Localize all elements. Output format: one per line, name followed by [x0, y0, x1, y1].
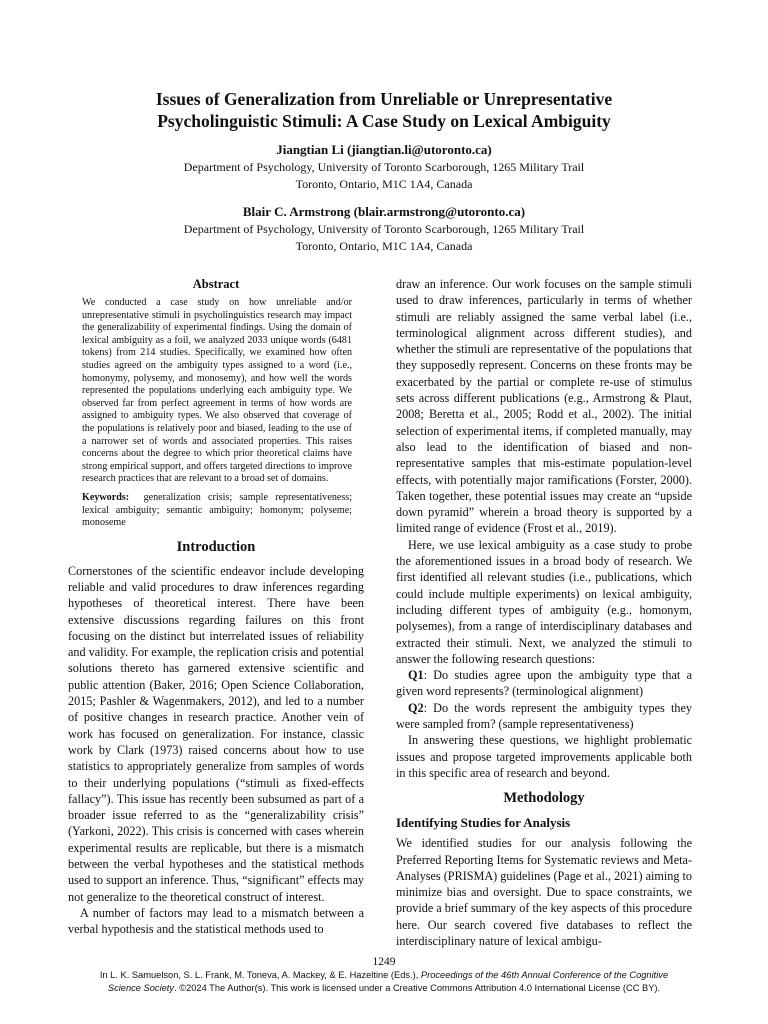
introduction-paragraph-4: In answering these questions, we highlight problematic issues and propose targeted improvements applicable both in this specific area of research and beyond. [396, 733, 692, 780]
author-affiliation-line: Toronto, Ontario, M1C 1A4, Canada [295, 177, 473, 191]
research-question-2 [396, 700, 692, 733]
keywords-label: Keywords: [82, 491, 130, 503]
footer-license: . ©2024 The Author(s). This work is licensed under a Creative Commons Attribution 4.0 International License (CC BY). [174, 983, 661, 993]
author-name: Blair C. Armstrong (blair.armstrong@utoronto.ca) [242, 204, 526, 219]
introduction-paragraph-1: Cornerstones of the scientific endeavor include developing reliable and valid procedures to draw inferences regarding hypotheses of theoretical interest. There have been extensive discussions regarding failures on this front focusing on the distinct but interrelated issues of reliability and validity. For example, the replication crisis and potential solutions thereto has garnered extensive scientific and public attention (Baker, 2016; Open Science Collaboration, 2015; Pashler & Wagenmakers, 2012), and led to a number of positive changes in research practice. Another vein of work has focused on generalization. For instance, classic work by Clark (1973) raised concerns about how to use statistics to appropriately generalize from samples of words to their underlying populations (“stimuli as fixed-effects fallacy”). This issue has recently been subsumed as part of a broader issue referred to as the “generalizability crisis” (Yarkoni, 2022). This crisis is concerned with cases wherein experimental results are replicable, but there is a mismatch between the verbal hypotheses and the statistical methods used to support an inference. Thus, “significant” effects may not generalize to the theoretical construct of interest. [68, 563, 364, 904]
author-affiliation-line: Department of Psychology, University of Toronto Scarborough, 1265 Military Trail [183, 222, 585, 236]
q2-text: : Do the words represent the ambiguity types they were sampled from? (sample representativeness) [396, 700, 692, 732]
author-block-2 [40, 202, 728, 255]
title-line-2: Psycholinguistic Stimuli: A Case Study on Lexical Ambiguity [157, 111, 611, 131]
footer-prefix: In L. K. Samuelson, S. L. Frank, M. Toneva, A. Mackey, & E. Hazeltine (Eds.), [99, 970, 421, 980]
q2-label: Q2 [408, 700, 424, 715]
title-line-1: Issues of Generalization from Unreliable or Unrepresentative [155, 89, 613, 109]
author-affiliation-line: Department of Psychology, University of Toronto Scarborough, 1265 Military Trail [183, 160, 585, 174]
footer-proceedings-a: Proceedings of the 46th Annual Conference of the Cognitive [420, 970, 669, 980]
methodology-paragraph-1: We identified studies for our analysis following the Preferred Reporting Items for Systematic reviews and Meta-Analyses (PRISMA) guidelines (Page et al., 2021) aiming to minimize bias and oversight. Due to space constraints, we provide a brief summary of the key aspects of this procedure here. Our search covered five databases to reflect the interdisciplinary nature of lexical ambigu- [396, 836, 692, 948]
methodology-heading: Methodology [503, 790, 585, 807]
keywords [68, 492, 364, 530]
introduction-heading: Introduction [176, 538, 256, 555]
q1-label: Q1 [408, 668, 424, 683]
page-number: 1249 [372, 956, 396, 968]
footer-proceedings-b: Science Society [107, 983, 175, 993]
methodology-subheading: Identifying Studies for Analysis [396, 815, 571, 831]
paper-title [40, 88, 728, 132]
author-block-1 [40, 140, 728, 193]
introduction-paragraph-2-cont: draw an inference. Our work focuses on the sample stimuli used to draw inferences, particularly in terms of whether stimuli are reliably assigned the same verbal label (i.e., terminological alignment across different studies), and whether the stimuli are representative of the populations that they supposedly represent. Concerns on these fronts may be exacerbated by the partial or complete re-use of stimulus sets across different publications (e.g., Armstrong & Plaut, 2008; Beretta et al., 2005; Rodd et al., 2002). The initial selection of experimental items, if completed manually, may also lead to the identification of biased and non-representative samples that mis-estimate population-level effects, with potentially major ramifications (Forster, 2000). Taken together, these potential issues may create an “upside down pyramid” wherein a broad theory is supported by a limited range of evidence (Frost et al., 2019). [396, 277, 692, 536]
footer-citation [60, 969, 708, 995]
abstract-heading: Abstract [192, 277, 240, 291]
right-column [396, 276, 692, 949]
keywords-list: generalization crisis; sample representativeness; lexical ambiguity; semantic ambiguity; homonym; polyseme; monoseme [82, 491, 353, 529]
author-affiliation-line: Toronto, Ontario, M1C 1A4, Canada [295, 239, 473, 253]
q1-text: : Do studies agree upon the ambiguity type that a given word represents? (terminological alignment) [396, 668, 692, 699]
introduction-paragraph-2-start: A number of factors may lead to a mismatch between a verbal hypothesis and the statistical methods used to [68, 905, 364, 937]
abstract-text: We conducted a case study on how unreliable and/or unrepresentative stimuli in psycholinguistics research may impact the generalizability of experimental findings. Using the domain of lexical ambiguity as a foil, we analyzed 2033 unique words (6481 tokens) from 214 studies. Specifically, we examined how often studies agreed on the ambiguity types assigned to a word (i.e., homonymy, polysemy, and monosemy), and how well the words represented the populations underlying each ambiguity type. We observed far from perfect agreement in terms of how words are assigned to ambiguity types. We also observed that coverage of the populations is relatively poor and biased, leading to the use of a narrower set of words and associated properties. This raises concerns about the degree to which prior theoretical claims have strong empirical support, and offers targeted directions to improve research practices that are relevant to a broad set of domains. [82, 297, 352, 485]
author-name: Jiangtian Li (jiangtian.li@utoronto.ca) [276, 142, 492, 157]
introduction-paragraph-3: Here, we use lexical ambiguity as a case study to probe the aforementioned issues in a broad body of research. We first identified all relevant studies (i.e., publications, which could include multiple experiments) on lexical ambiguity, including different types of ambiguity (e.g., homonym, polysemes), from a range of interdisciplinary databases and extracted their stimuli. Next, we analyzed the stimuli to answer the following research questions: [396, 537, 692, 666]
left-column [68, 276, 364, 938]
research-question-1 [396, 667, 692, 700]
